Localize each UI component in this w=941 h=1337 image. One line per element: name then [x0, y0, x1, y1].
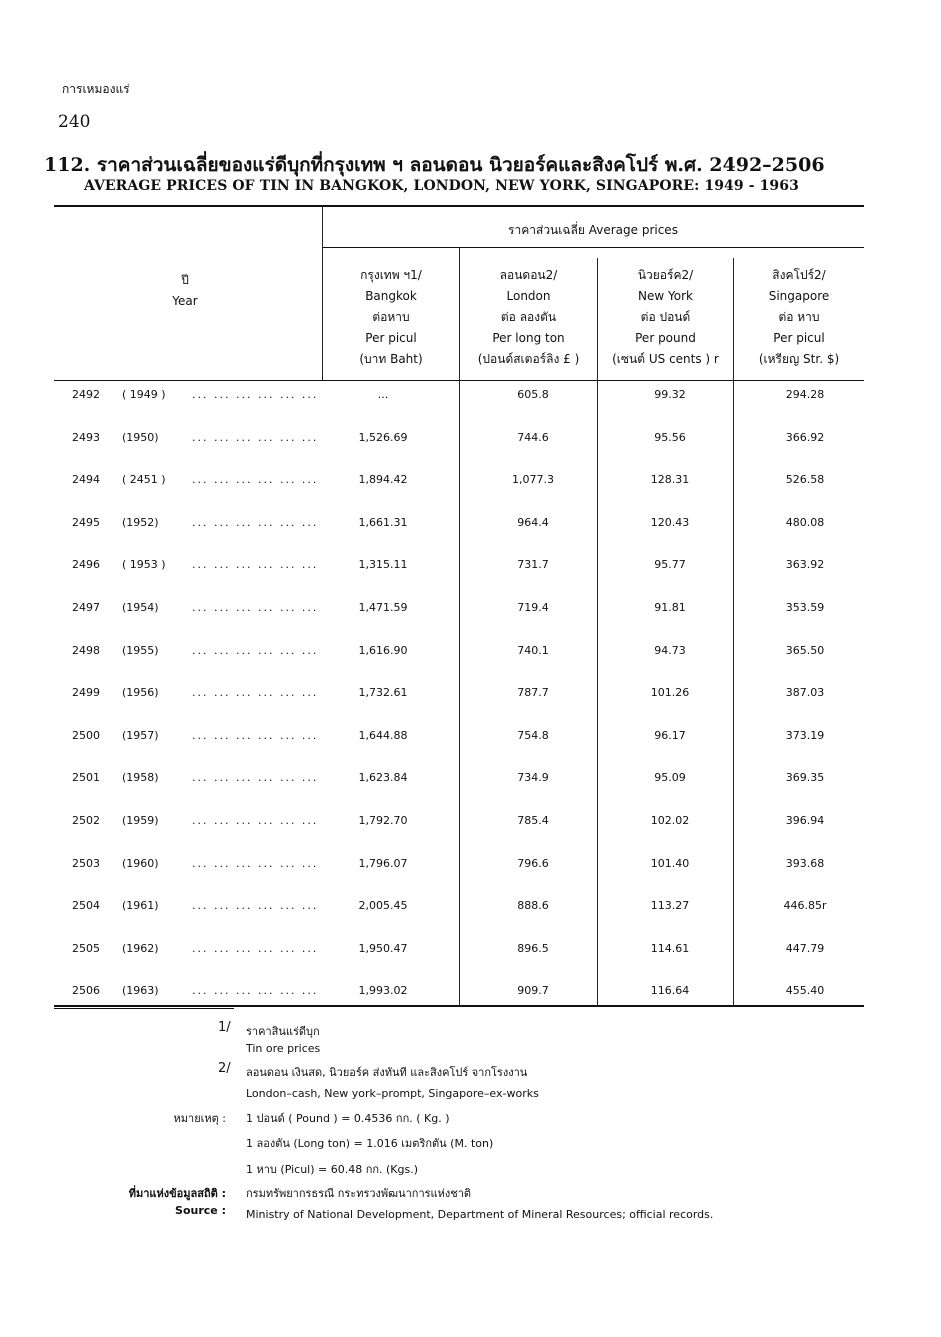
cell-bangkok: 1,661.31: [358, 515, 408, 529]
cell-london: 605.8: [517, 388, 549, 401]
column-currency: (บาท Baht): [359, 352, 423, 366]
cell-london: 896.5: [517, 941, 549, 955]
cell-singapore: 396.94: [785, 814, 825, 827]
cell-dots: ... ... ... ... ... ...: [192, 515, 319, 529]
cell-singapore: 363.92: [785, 558, 825, 572]
cell-new-york: 113.27: [650, 899, 690, 913]
source-label-thai: ที่มาแห่งข้อมูลสถิติ :: [128, 1187, 226, 1200]
cell-dots: ... ... ... ... ... ...: [192, 728, 319, 742]
cell-be: 2497: [72, 601, 100, 614]
cell-london: 1,077.3: [512, 473, 554, 487]
cell-ce: (1962): [122, 941, 159, 955]
column-unit-thai: ต่อหาบ: [372, 310, 410, 324]
cell-ce: (1950): [122, 430, 159, 444]
cell-singapore: 446.85r: [783, 899, 827, 913]
column-title-english: Singapore: [768, 289, 830, 303]
cell-bangkok: 1,315.11: [358, 558, 408, 572]
cell-be: 2492: [72, 388, 100, 401]
cell-london: 796.6: [517, 856, 549, 870]
cell-singapore: 526.58: [785, 473, 825, 487]
new-york-column-header: [598, 268, 733, 366]
cell-new-york: 101.40: [650, 856, 690, 870]
footnote-2-thai: ลอนดอน เงินสด, นิวยอร์ค ส่งทันที และสิงคโปร์ จากโรงงาน: [246, 1066, 528, 1079]
column-title-thai: กรุงเทพ ฯ1/: [360, 268, 422, 282]
cell-london: 787.7: [517, 686, 549, 700]
cell-ce: ( 2451 ): [122, 473, 166, 487]
london-column-header: [460, 268, 597, 366]
table-row: [60, 899, 860, 919]
cell-london: 785.4: [517, 814, 549, 827]
cell-bangkok: 1,732.61: [358, 686, 408, 700]
cell-bangkok: 1,792.70: [358, 814, 408, 827]
cell-be: 2495: [72, 515, 100, 529]
cell-dots: ... ... ... ... ... ...: [192, 814, 319, 827]
cell-singapore: 393.68: [785, 856, 825, 870]
cell-be: 2499: [72, 686, 100, 700]
table-row: [60, 431, 860, 451]
cell-singapore: 480.08: [785, 515, 825, 529]
average-prices-label: ราคาส่วนเฉลี่ย Average prices: [508, 223, 678, 237]
cell-london: 740.1: [517, 643, 549, 657]
column-unit-english: Per pound: [635, 331, 696, 345]
cell-london: 734.9: [517, 771, 549, 785]
singapore-column-header: [734, 268, 864, 366]
cell-ce: (1959): [122, 814, 159, 827]
table-row: [60, 644, 860, 664]
note-long-ton: 1 ลองตัน (Long ton) = 1.016 เมตริกตัน (M. ton): [246, 1137, 494, 1150]
cell-new-york: 116.64: [650, 984, 690, 998]
column-title-thai: ลอนดอน2/: [499, 268, 558, 282]
cell-dots: ... ... ... ... ... ...: [192, 899, 319, 913]
footnote-2-english: London–cash, New york–prompt, Singapore–ex-works: [246, 1087, 539, 1100]
column-title-english: London: [506, 289, 551, 303]
cell-new-york: 91.81: [654, 601, 686, 614]
cell-be: 2498: [72, 643, 100, 657]
cell-be: 2494: [72, 473, 100, 487]
cell-london: 744.6: [517, 430, 549, 444]
new-york-column-divider: [733, 258, 734, 1005]
year-label-english: Year: [172, 294, 198, 308]
note-picul: 1 หาบ (Picul) = 60.48 กก. (Kgs.): [246, 1163, 419, 1176]
cell-london: 888.6: [517, 899, 549, 913]
table-row: [60, 388, 860, 408]
cell-bangkok: ...: [377, 388, 389, 401]
average-prices-heading: [323, 223, 863, 237]
page-number: 240: [58, 112, 91, 132]
cell-ce: ( 1949 ): [122, 388, 166, 401]
cell-london: 731.7: [517, 558, 549, 572]
column-currency: (เหรียญ Str. $): [758, 352, 840, 366]
cell-singapore: 294.28: [785, 388, 825, 401]
running-head: การเหมองแร่: [62, 82, 130, 96]
cell-bangkok: 1,894.42: [358, 473, 408, 487]
cell-ce: (1958): [122, 771, 159, 785]
column-currency: (เซนต์ US cents ) r: [612, 352, 719, 366]
cell-ce: (1954): [122, 601, 159, 614]
cell-be: 2506: [72, 984, 100, 998]
footnote-2-mark: 2/: [218, 1061, 231, 1076]
cell-ce: (1963): [122, 984, 159, 998]
cell-singapore: 369.35: [785, 771, 825, 785]
footnote-1-thai: ราคาสินแร่ดีบุก: [246, 1025, 320, 1038]
column-unit-thai: ต่อ ลองตัน: [500, 310, 557, 324]
cell-be: 2501: [72, 771, 100, 785]
table-row: [60, 473, 860, 493]
cell-dots: ... ... ... ... ... ...: [192, 643, 319, 657]
cell-bangkok: 2,005.45: [358, 899, 408, 913]
cell-dots: ... ... ... ... ... ...: [192, 558, 319, 572]
cell-singapore: 373.19: [785, 728, 825, 742]
cell-be: 2504: [72, 899, 100, 913]
table-bottom-rule: [54, 1005, 864, 1007]
cell-singapore: 366.92: [785, 430, 825, 444]
cell-bangkok: 1,796.07: [358, 856, 408, 870]
cell-ce: (1960): [122, 856, 159, 870]
cell-london: 964.4: [517, 515, 549, 529]
note-label: หมายเหตุ :: [173, 1112, 226, 1125]
column-title-thai: สิงคโปร์2/: [772, 268, 826, 282]
cell-london: 909.7: [517, 984, 549, 998]
column-title-english: New York: [638, 289, 693, 303]
cell-dots: ... ... ... ... ... ...: [192, 686, 319, 700]
cell-be: 2505: [72, 941, 100, 955]
table-row: [60, 814, 860, 834]
cell-ce: ( 1953 ): [122, 558, 166, 572]
column-title-thai: นิวยอร์ค2/: [637, 268, 694, 282]
column-unit-english: Per long ton: [492, 331, 565, 345]
cell-be: 2503: [72, 856, 100, 870]
source-label-english: Source :: [175, 1204, 226, 1217]
cell-new-york: 95.56: [654, 430, 686, 444]
source-thai: กรมทรัพยากรธรณี กระทรวงพัฒนาการแห่งชาติ: [246, 1187, 472, 1200]
year-heading: [120, 273, 250, 308]
cell-be: 2493: [72, 430, 100, 444]
column-unit-thai: ต่อ หาบ: [778, 310, 820, 324]
avg-prices-underline: [322, 247, 864, 248]
table-row: [60, 729, 860, 749]
source-english: Ministry of National Development, Department of Mineral Resources; official records.: [246, 1208, 714, 1221]
table-row: [60, 558, 860, 578]
cell-ce: (1952): [122, 515, 159, 529]
cell-new-york: 114.61: [650, 941, 690, 955]
cell-bangkok: 1,623.84: [358, 771, 408, 785]
cell-singapore: 447.79: [785, 941, 825, 955]
cell-dots: ... ... ... ... ... ...: [192, 941, 319, 955]
cell-ce: (1956): [122, 686, 159, 700]
cell-new-york: 95.09: [654, 771, 686, 785]
cell-dots: ... ... ... ... ... ...: [192, 473, 319, 487]
cell-new-york: 120.43: [650, 515, 690, 529]
london-column-divider: [597, 258, 598, 1005]
cell-dots: ... ... ... ... ... ...: [192, 984, 319, 998]
cell-be: 2500: [72, 728, 100, 742]
cell-bangkok: 1,616.90: [358, 643, 408, 657]
note-pound: 1 ปอนด์ ( Pound ) = 0.4536 กก. ( Kg. ): [246, 1112, 450, 1125]
cell-new-york: 128.31: [650, 473, 690, 487]
table-row: [60, 857, 860, 877]
table-row: [60, 516, 860, 536]
cell-be: 2502: [72, 814, 100, 827]
cell-singapore: 353.59: [785, 601, 825, 614]
cell-be: 2496: [72, 558, 100, 572]
cell-bangkok: 1,644.88: [358, 728, 408, 742]
table-top-rule: [54, 205, 864, 207]
table-title-english: AVERAGE PRICES OF TIN IN BANGKOK, LONDON, NEW YORK, SINGAPORE: 1949 - 1963: [84, 178, 799, 194]
table-row: [60, 686, 860, 706]
column-unit-thai: ต่อ ปอนด์: [640, 310, 691, 324]
cell-ce: (1955): [122, 643, 159, 657]
footnote-1-mark: 1/: [218, 1020, 231, 1035]
cell-singapore: 387.03: [785, 686, 825, 700]
cell-ce: (1961): [122, 899, 159, 913]
cell-bangkok: 1,471.59: [358, 601, 408, 614]
cell-london: 719.4: [517, 601, 549, 614]
cell-new-york: 101.26: [650, 686, 690, 700]
column-unit-english: Per picul: [365, 331, 417, 345]
cell-bangkok: 1,526.69: [358, 430, 408, 444]
cell-new-york: 99.32: [654, 388, 686, 401]
bangkok-column-header: [323, 268, 459, 366]
table-row: [60, 771, 860, 791]
cell-new-york: 96.17: [654, 728, 686, 742]
table-row: [60, 601, 860, 621]
cell-ce: (1957): [122, 728, 159, 742]
cell-singapore: 455.40: [785, 984, 825, 998]
cell-dots: ... ... ... ... ... ...: [192, 771, 319, 785]
cell-new-york: 94.73: [654, 643, 686, 657]
cell-new-york: 95.77: [654, 558, 686, 572]
column-title-english: Bangkok: [365, 289, 417, 303]
column-currency: (ปอนด์สเตอร์ลิง £ ): [477, 352, 580, 366]
cell-bangkok: 1,993.02: [358, 984, 408, 998]
year-label-thai: ปี: [181, 273, 189, 287]
footnote-rule: [54, 1008, 234, 1009]
cell-dots: ... ... ... ... ... ...: [192, 601, 319, 614]
cell-bangkok: 1,950.47: [358, 941, 408, 955]
table-title-thai: 112. ราคาส่วนเฉลี่ยของแร่ดีบุกที่กรุงเทพ ฯ ลอนดอน นิวยอร์คและสิงคโปร์ พ.ศ. 2492–2506: [44, 154, 825, 176]
column-unit-english: Per picul: [773, 331, 825, 345]
cell-dots: ... ... ... ... ... ...: [192, 430, 319, 444]
cell-new-york: 102.02: [650, 814, 690, 827]
footnote-1-english: Tin ore prices: [246, 1042, 321, 1055]
cell-dots: ... ... ... ... ... ...: [192, 856, 319, 870]
cell-london: 754.8: [517, 728, 549, 742]
cell-singapore: 365.50: [785, 643, 825, 657]
table-row: [60, 984, 860, 1004]
cell-dots: ... ... ... ... ... ...: [192, 388, 319, 401]
table-row: [60, 942, 860, 962]
